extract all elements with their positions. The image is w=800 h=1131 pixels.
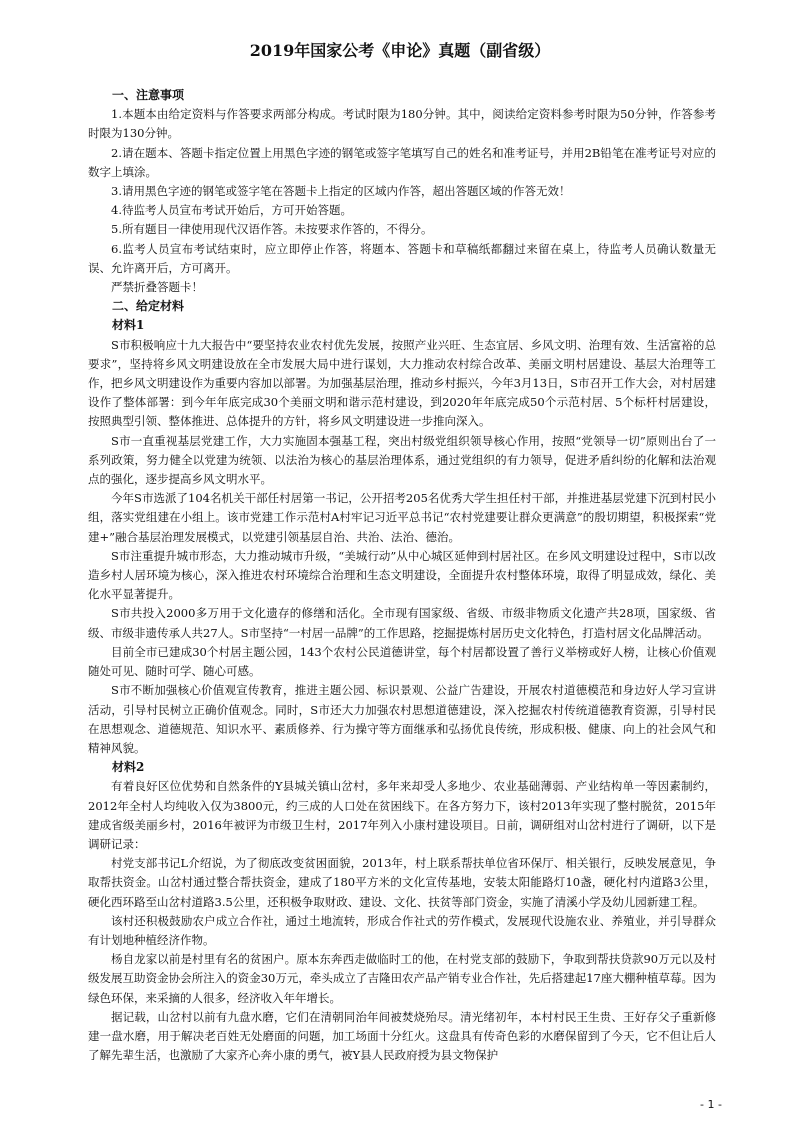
paragraph: S市注重提升城市形态，大力推动城市升级，“美城行动”从中心城区延伸到村居社区。在乡风文明建设过程中，S市以改造乡村人居环境为核心，深入推进农村环境综合治理和生态文明建设，全面提升农村整体环境，取得了明显成效，绿化、美化水平显著提升。: [88, 548, 716, 602]
material-1-heading: 材料1: [112, 318, 145, 333]
paragraph: S市一直重视基层党建工作，大力实施固本强基工程，突出村级党组织领导核心作用，按照“党领导一切”原则出台了一系列政策，努力健全以党建为统领、以法治为核心的基层治理体系，通过党组织的有力领导，促进矛盾纠纷的化解和法治观点的强化，逐步提高乡风文明水平。: [88, 433, 716, 487]
material-2-body: [88, 777, 716, 1065]
paragraph: 村党支部书记L介绍说，为了彻底改变贫困面貌，2013年，村上联系帮扶单位省环保厅、相关银行，反映发展意见，争取帮扶资金。山岔村通过整合帮扶资金，建成了180平方米的文化宣传基地，安装太阳能路灯10盏，硬化村内道路3公里，硬化西环路至山岔村道路3.5公里，还积极争取财政、建设、文化、扶贫等部门资金，实施了清溪小学及幼儿园新建工程。: [88, 856, 716, 909]
note-item: 2.请在题本、答题卡指定位置上用黑色字迹的钢笔或签字笔填写自己的姓名和准考证号，并用2B铅笔在准考证号对应的数字上填涂。: [88, 145, 716, 179]
paragraph: S市共投入2000多万用于文化遗存的修缮和活化。全市现有国家级、省级、市级非物质文化遗产共28项，国家级、省级、市级非遗传承人共27人。S市坚持“一村居一品牌”的工作思路，挖掘提炼村居历史文化特色，打造村居文化品牌活动。: [88, 606, 716, 640]
section-heading-materials: 二、给定材料: [112, 299, 185, 314]
paragraph: 目前全市已建成30个村居主题公园，143个农村公民道德讲堂，每个村居都设置了善行义举榜或好人榜，让核心价值观随处可见、随时可学、随心可感。: [88, 644, 716, 679]
paragraph: S市不断加强核心价值观宣传教育，推进主题公园、标识景观、公益广告建设，开展农村道德模范和身边好人学习宣讲活动，引导村民树立正确价值观念。同时，S市还大力加强农村思想道德建设，深入挖掘农村传统道德教育资源，引导村民在思想观念、道德规范、知识水平、素质修养、行为操守等方面继承和弘扬优良传统，形成积极、健康、向上的社会风气和精神风貌。: [88, 683, 716, 755]
paragraph: 有着良好区位优势和自然条件的Y县城关镇山岔村，多年来却受人多地少、农业基础薄弱、产业结构单一等因素制约，2012年全村人均纯收入仅为3800元，约三成的人口处在贫困线下。在各方努力下，该村2013年实现了整村脱贫，2015年建成省级美丽乡村，2016年被评为市级卫生村，2017年列入小康村建设项目。日前，调研组对山岔村进行了调研，以下是调研记录：: [88, 779, 716, 851]
material-2-heading: 材料2: [112, 760, 145, 775]
material-1-body: [88, 336, 716, 758]
paragraph: 杨自龙家以前是村里有名的贫困户。原本东奔西走做临时工的他，在村党支部的鼓励下，争取到帮扶贷款90万元以及村级发展互助资金协会所注入的资金30万元，牵头成立了吉隆田农产品产销专业合作社，先后搭建起17座大棚种植草莓。因为绿色环保，来采摘的人很多，经济收入年年增长。: [88, 952, 716, 1005]
paragraph: 今年S市选派了104名机关干部任村居第一书记，公开招考205名优秀大学生担任村干部，并推进基层党建下沉到村民小组，落实党组建在小组上。该市党建工作示范村A村牢记习近平总书记“农村党建要让群众更满意”的殷切期望，积极探索“党建+”融合基层治理发展模式，以党建引领基层自治、共治、法治、德治。: [88, 491, 716, 544]
document-body: [88, 86, 716, 1065]
note-warning: 严禁折叠答题卡！: [111, 280, 203, 295]
paragraph: 据记载，山岔村以前有九盘水磨，它们在清朝同治年间被焚烧殆尽。清光绪初年，本村村民王生贵、王好存父子重新修建一盘水磨，用于解决老百姓无处磨面的问题，加工场面十分红火。这盘具有传奇色彩的水磨保留到了今天，它不但让后人了解先辈生活，也激励了大家齐心奔小康的勇气，被Y县人民政府授为县文物保护: [88, 1009, 716, 1063]
note-item: 6.监考人员宣布考试结束时，应立即停止作答，将题本、答题卡和草稿纸都翻过来留在桌上，待监考人员确认数量无误、允许离开后，方可离开。: [88, 241, 716, 275]
section-heading-notes: 一、注意事项: [112, 88, 185, 102]
paragraph: S市积极响应十九大报告中“要坚持农业农村优先发展，按照产业兴旺、生态宜居、乡风文明、治理有效、生活富裕的总要求”，坚持将乡风文明建设放在全市发展大局中进行谋划，大力推动农村综合改革、美丽文明村居建设、基层大治理等工作，把乡风文明建设作为重要内容加以部署。为加强基层治理，推动乡村振兴，今年3月13日，S市召开工作大会，对村居建设作了整体部署：到今年年底完成30个美丽文明和谐示范村建设，到2020年年底完成50个示范村居、5个标杆村居建设，按照典型引领、整体推进、总体提升的方针，将乡风文明建设进一步推向深入。: [88, 337, 716, 429]
note-item: 3.请用黑色字迹的钢笔或签字笔在答题卡上指定的区域内作答，超出答题区域的作答无效！: [111, 184, 571, 199]
notes-list: [88, 105, 716, 297]
document-title: 2019年国家公考《申论》真题（副省级）: [249, 41, 551, 60]
paragraph: 该村还积极鼓励农户成立合作社，通过土地流转，形成合作社式的劳作模式，发展现代设施农业、养殖业，并引导群众有计划地种植经济作物。: [88, 913, 716, 947]
note-item: 5.所有题目一律使用现代汉语作答。未按要求作答的，不得分。: [111, 222, 433, 237]
note-item: 4.待监考人员宣布考试开始后，方可开始答题。: [111, 203, 352, 218]
note-item: 1.本题本由给定资料与作答要求两部分构成。考试时限为180分钟。其中，阅读给定资料参考时限为50分钟，作答参考时限为130分钟。: [88, 107, 716, 141]
page-number: - 1 -: [700, 1098, 722, 1111]
